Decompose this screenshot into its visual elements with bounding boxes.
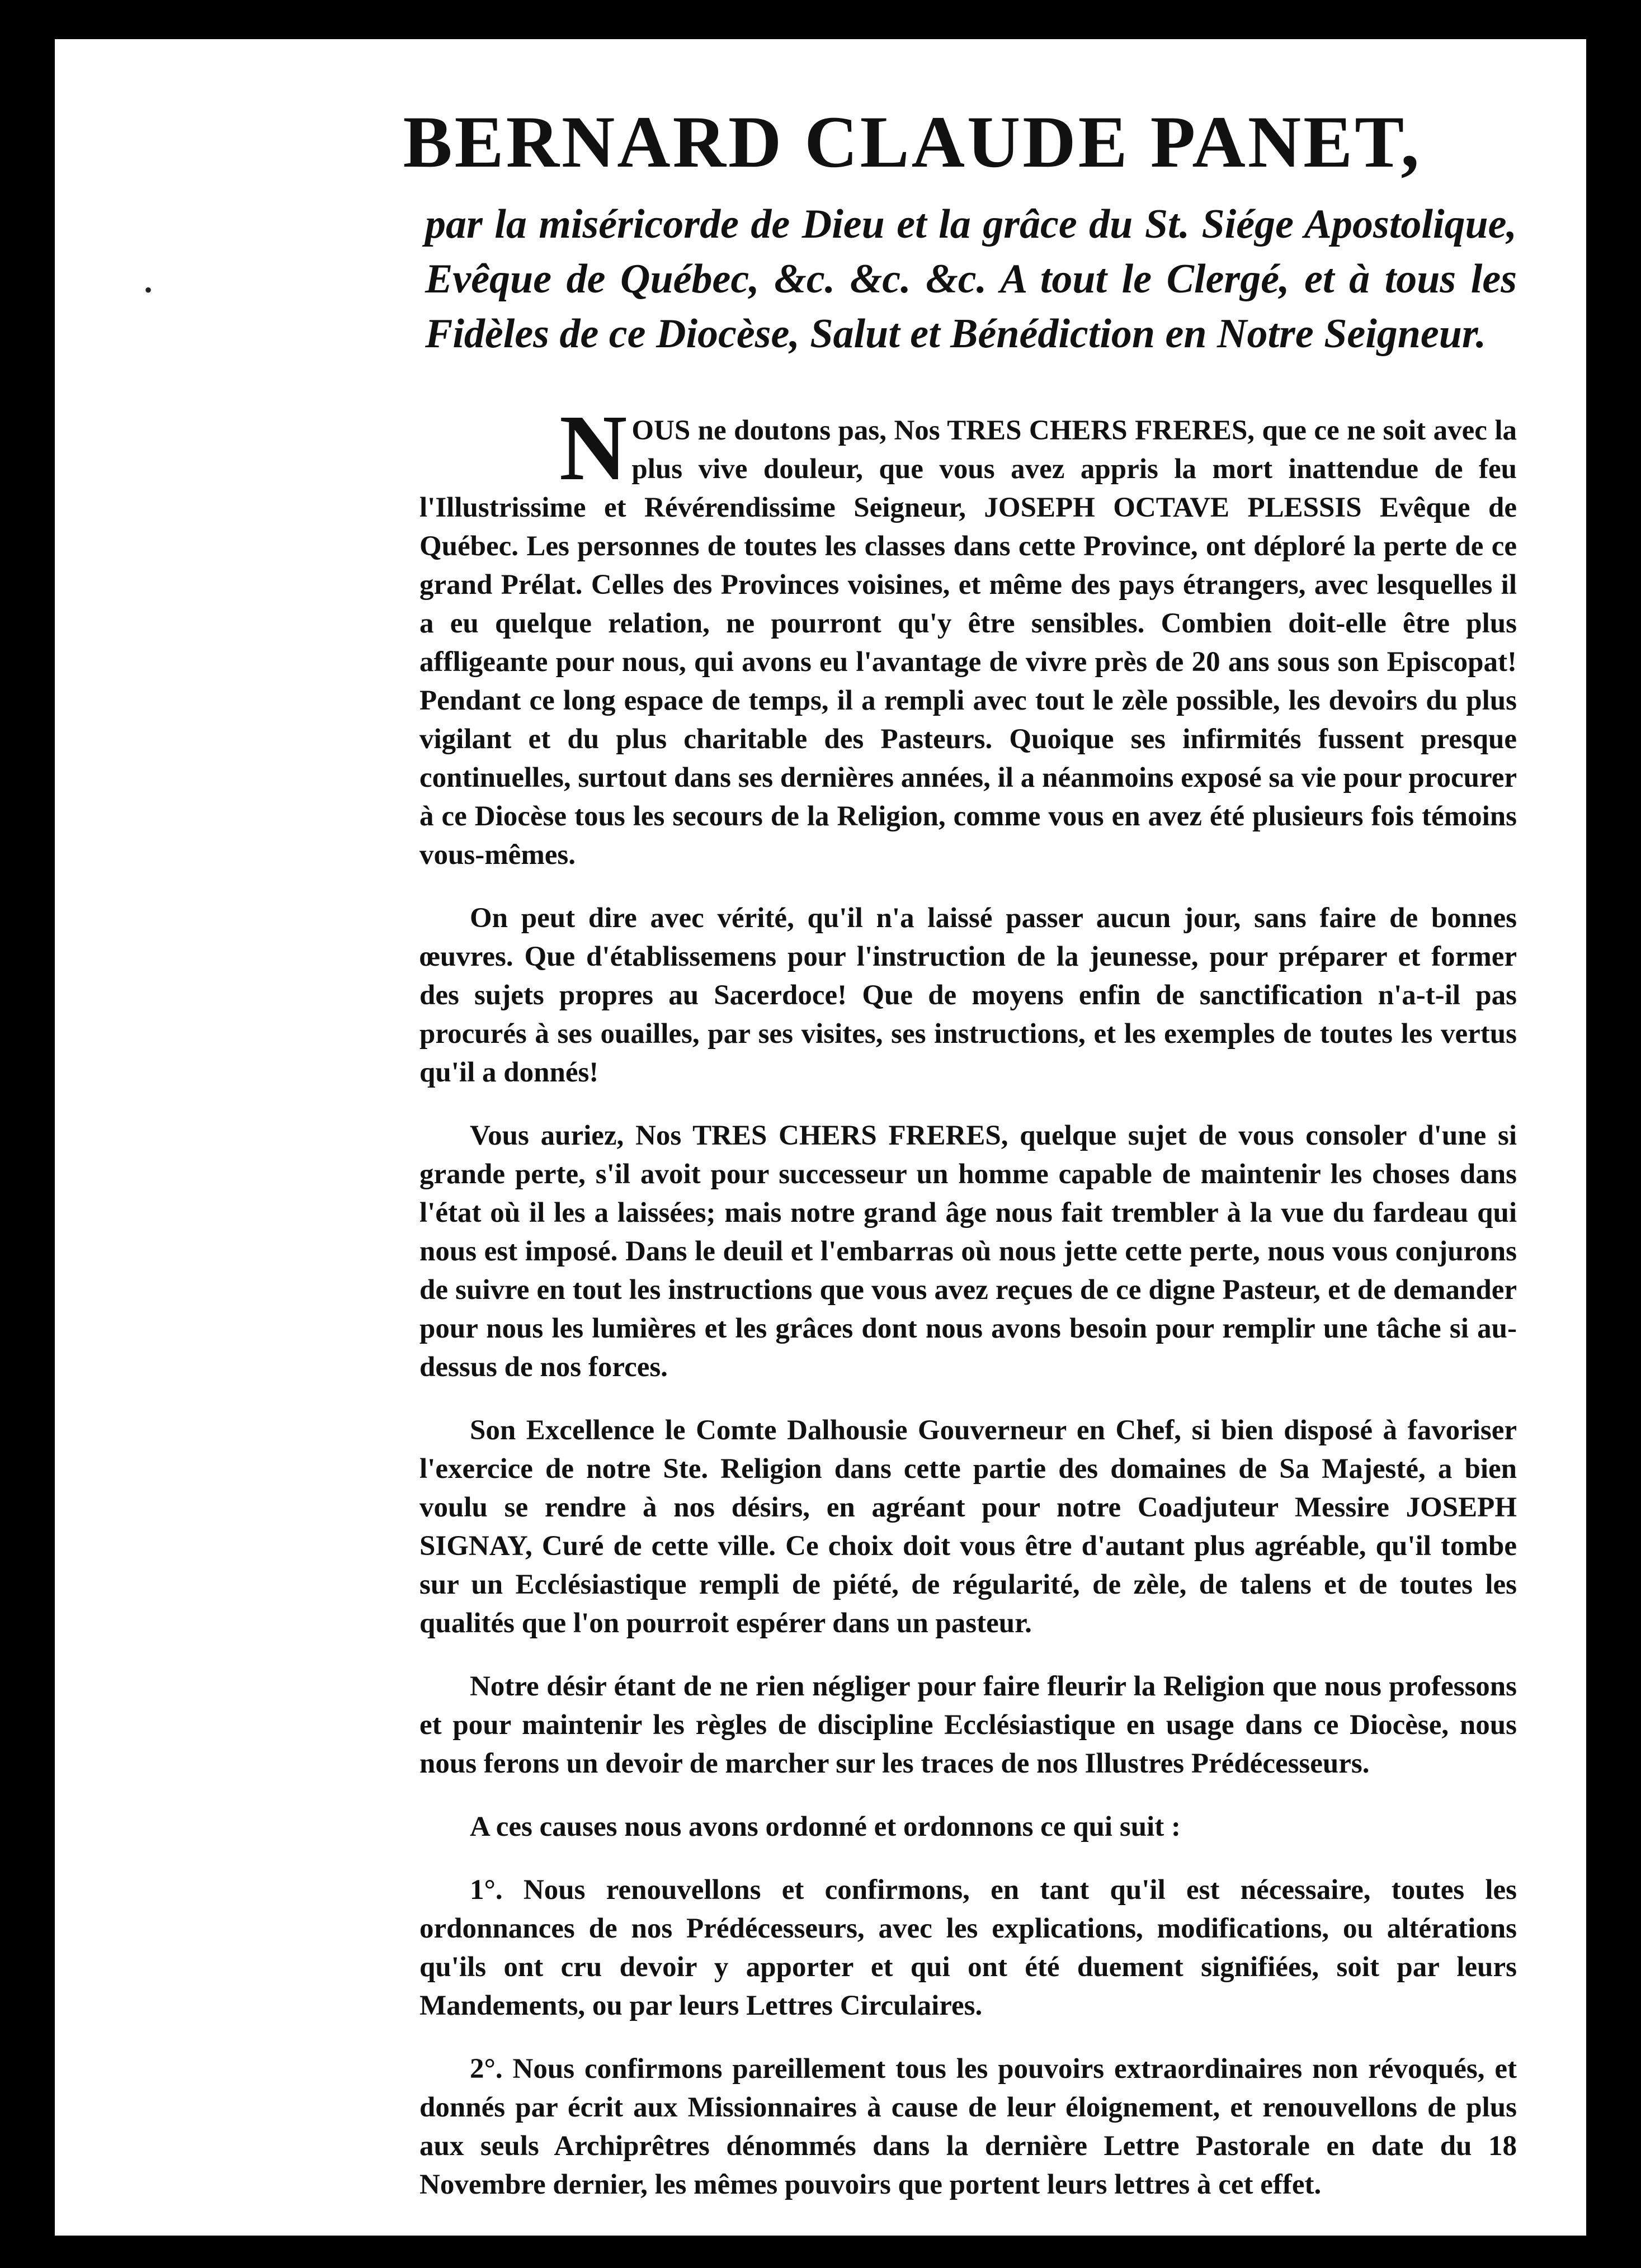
document-page <box>55 39 1586 2236</box>
paragraph-causes: A ces causes nous avons ordonné et ordonnons ce qui suit : <box>470 1811 1181 1842</box>
episcopal-address: par la miséricorde de Dieu et la grâce du St. Siége Apostolique, Evêque de Québec, &c. &c. &c. A tout le Clergé, et à tous les Fidèles de ce Diocèse, Salut et Bénédiction en Notre Seigneur. <box>425 201 1517 357</box>
document-body <box>419 395 1517 2204</box>
margin-mark: • <box>144 277 153 303</box>
paragraph-1-text: OUS ne doutons pas, Nos TRES CHERS FRERES, que ce ne soit avec la plus vive douleur, que vous avez appris la mort inattendue de feu l'Illustrissime et Révérendissime Seigneur, JOSEPH OCTAVE PLESSIS Evêque de Québec. Les personnes de toutes les classes dans cette Province, ont déploré la perte de ce grand Prélat. Celles des Provinces voisines, et même des pays étrangers, avec lesquelles il a eu quelque relation, ne pourront qu'y être sensibles. Combien doit-elle être plus affligeante pour nous, qui avons eu l'avantage de vivre près de 20 ans sous son Episcopat! Pendant ce long espace de temps, il a rempli avec tout le zèle possible, les devoirs du plus vigilant et du plus charitable des Pasteurs. Quoique ses infirmités fussent presque continuelles, surtout dans ses dernières années, il a néanmoins exposé sa vie pour procurer à ce Diocèse tous les secours de la Religion, comme vous en avez été plusieurs fois témoins vous-mêmes. <box>419 414 1517 871</box>
paragraph-2: On peut dire avec vérité, qu'il n'a laissé passer aucun jour, sans faire de bonnes œuvres. Que d'établissemens pour l'instruction de la jeunesse, pour préparer et former des sujets propres au Sacerdoce! Que de moyens enfin de sanctification n'a-t-il pas procurés à ses ouailles, par ses visites, ses instructions, et les exemples de toutes les vertus qu'il a donnés! <box>419 902 1517 1088</box>
ordinance-2: 2°. Nous confirmons pareillement tous les pouvoirs extraordinaires non révoqués, et donnés par écrit aux Missionnaires à cause de leur éloignement, et renouvellons de plus aux seuls Archiprêtres dénommés dans la dernière Lettre Pastorale en date du 18 Novembre dernier, les mêmes pouvoirs que portent leurs lettres à cet effet. <box>419 2053 1517 2200</box>
paragraph-4: Son Excellence le Comte Dalhousie Gouverneur en Chef, si bien disposé à favoriser l'exercice de notre Ste. Religion dans cette partie des domaines de Sa Majesté, a bien voulu se rendre à nos désirs, en agréant pour notre Coadjuteur Messire JOSEPH SIGNAY, Curé de cette ville. Ce choix doit vous être d'autant plus agréable, qu'il tombe sur un Ecclésiastique rempli de piété, de régularité, de zèle, de talens et de toutes les qualités que l'on pourroit espérer dans un pasteur. <box>419 1414 1517 1639</box>
paragraph-5: Notre désir étant de ne rien négliger pour faire fleurir la Religion que nous professons et pour maintenir les règles de discipline Ecclésiastique en usage dans ce Diocèse, nous nous ferons un devoir de marcher sur les traces de nos Illustres Prédécesseurs. <box>419 1670 1517 1779</box>
ordinance-1: 1°. Nous renouvellons et confirmons, en tant qu'il est nécessaire, toutes les ordonnances de nos Prédécesseurs, avec les explications, modifications, ou altérations qu'ils ont cru devoir y apporter et qui ont été duement signifiées, soit par leurs Mandements, ou par leurs Lettres Circulaires. <box>419 1874 1517 2021</box>
drop-cap: N <box>559 395 628 500</box>
document-content <box>308 103 1517 2229</box>
paragraph-3: Vous auriez, Nos TRES CHERS FRERES, quelque sujet de vous consoler d'une si grande perte, s'il avoit pour successeur un homme capable de maintenir les choses dans l'état où il les a laissées; mais notre grand âge nous fait trembler à la vue du fardeau qui nous est imposé. Dans le deuil et l'embarras où nous jette cette perte, nous vous conjurons de suivre en tout les instructions que vous avez reçues de ce digne Pasteur, et de demander pour nous les lumières et les grâces dont nous avons besoin pour remplir une tâche si au-dessus de nos forces. <box>419 1119 1517 1383</box>
paragraph-1 <box>419 395 1517 875</box>
document-title: BERNARD CLAUDE PANET, <box>403 101 1422 183</box>
